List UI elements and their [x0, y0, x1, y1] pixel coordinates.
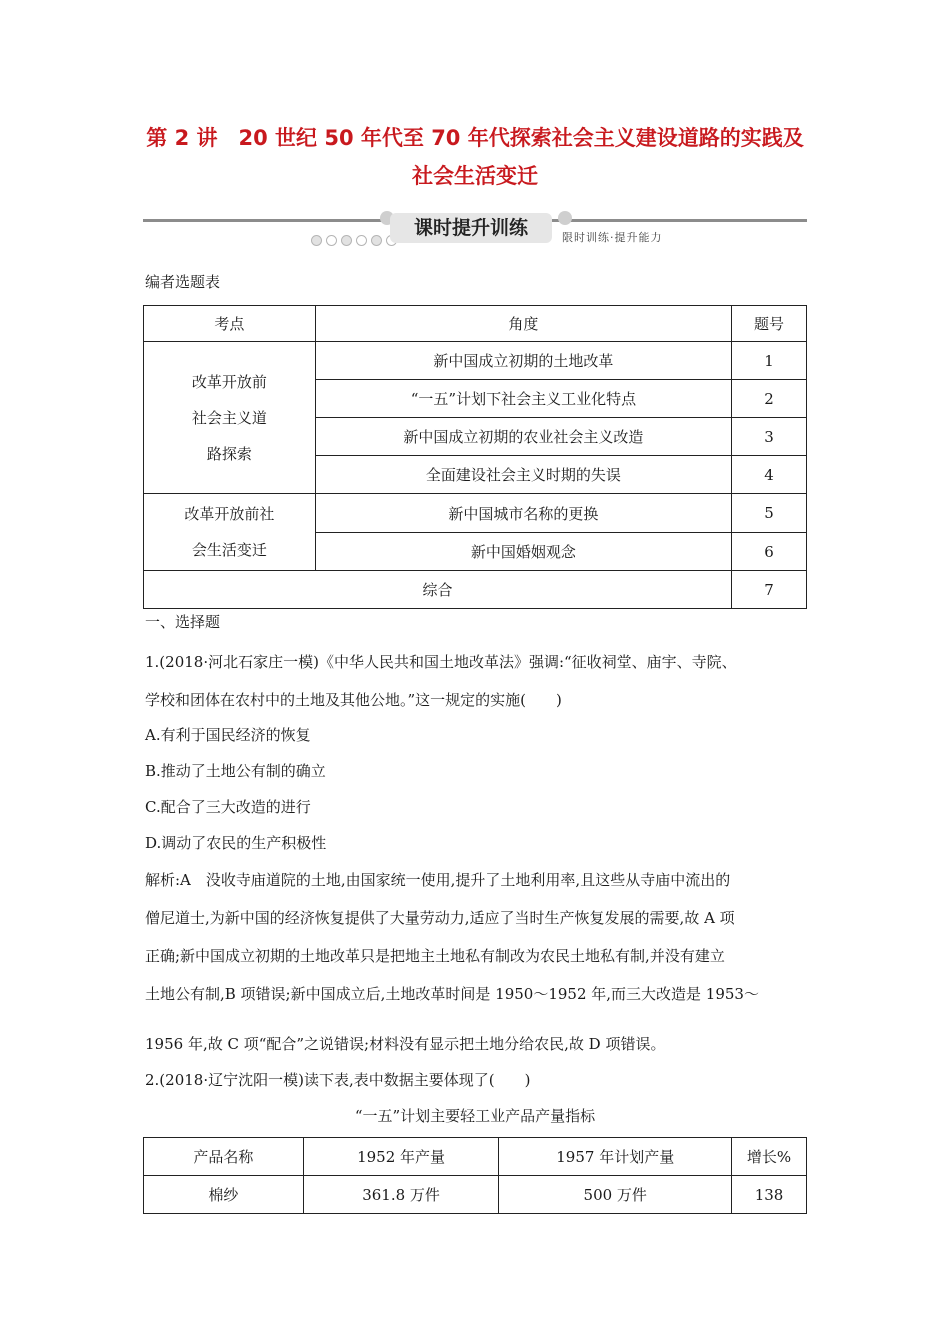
- table-header-row: [144, 306, 807, 342]
- q1-option-d: D.调动了农民的生产积极性: [145, 834, 327, 852]
- table-header-row: [144, 1138, 807, 1176]
- topic-line: 改革开放前社: [184, 505, 275, 523]
- header-cell: 考点: [144, 306, 316, 342]
- q1-option-a: A.有利于国民经济的恢复: [145, 726, 311, 744]
- topic-line: 会生活变迁: [191, 541, 267, 559]
- dot-icon: [356, 235, 367, 246]
- angle-cell: 新中国婚姻观念: [315, 533, 731, 571]
- q2-stem: 2.(2018·辽宁沈阳一模)读下表,表中数据主要体现了( ): [145, 1071, 531, 1089]
- table-cell: 棉纱: [144, 1176, 304, 1214]
- angle-cell: 全面建设社会主义时期的失误: [315, 456, 731, 494]
- topic-line: 社会主义道: [191, 408, 267, 427]
- number-cell: 6: [732, 533, 807, 571]
- q1-analysis-line-2: 僧尼道士,为新中国的经济恢复提供了大量劳动力,适应了当时生产恢复发展的需要,故 A 项: [145, 909, 735, 927]
- number-cell: 3: [732, 418, 807, 456]
- number-cell: 2: [732, 380, 807, 418]
- number-cell: 5: [732, 494, 807, 533]
- header-cell: 产品名称: [144, 1138, 304, 1176]
- topic-line: 路探索: [206, 444, 252, 463]
- q2-table-title: “一五”计划主要轻工业产品产量指标: [354, 1107, 596, 1125]
- angle-cell: 新中国成立初期的土地改革: [315, 342, 731, 380]
- table-row: [144, 1176, 807, 1214]
- topic-cell: [144, 342, 316, 494]
- dot-icon: [326, 235, 337, 246]
- header-cell: 角度: [315, 306, 731, 342]
- table-cell: 138: [732, 1176, 807, 1214]
- dot-icon: [371, 235, 382, 246]
- angle-cell: 新中国成立初期的农业社会主义改造: [315, 418, 731, 456]
- angle-cell: 新中国城市名称的更换: [315, 494, 731, 533]
- q1-stem-line-1: 1.(2018·河北石家庄一模)《中华人民共和国土地改革法》强调:“征收祠堂、庙宇、寺院、: [145, 653, 737, 671]
- q1-option-b: B.推动了土地公有制的确立: [145, 762, 326, 780]
- number-cell: 4: [732, 456, 807, 494]
- number-cell: 7: [732, 571, 807, 609]
- page-title-line-1: 第 2 讲 20 世纪 50 年代至 70 年代探索社会主义建设道路的实践及: [146, 126, 804, 150]
- page-title-line-2: 社会生活变迁: [412, 164, 538, 188]
- q1-stem-line-2: 学校和团体在农村中的土地及其他公地。”这一规定的实施( ): [145, 691, 562, 709]
- topic-line: 改革开放前: [191, 372, 267, 391]
- header-cell: 增长%: [732, 1138, 807, 1176]
- section-heading: 一、选择题: [145, 613, 221, 631]
- dot-icon: [341, 235, 352, 246]
- q1-analysis-line-3: 正确;新中国成立初期的土地改革只是把地主土地私有制改为农民土地私有制,并没有建立: [145, 947, 725, 965]
- angle-cell: “一五”计划下社会主义工业化特点: [315, 380, 731, 418]
- table-row: [144, 494, 807, 533]
- banner-dots-decoration: [311, 230, 401, 242]
- number-cell: 1: [732, 342, 807, 380]
- table-cell: 500 万件: [499, 1176, 732, 1214]
- selection-table-caption: 编者选题表: [145, 273, 221, 291]
- table-row: [144, 571, 807, 609]
- banner-label: 课时提升训练: [390, 213, 552, 243]
- header-cell: 1957 年计划产量: [499, 1138, 732, 1176]
- table-cell: 361.8 万件: [303, 1176, 499, 1214]
- q1-analysis-line-5: 1956 年,故 C 项“配合”之说错误;材料没有显示把土地分给农民,故 D 项错误。: [145, 1035, 666, 1053]
- selection-table: [143, 305, 807, 609]
- banner-subtitle: 限时训练·提升能力: [562, 231, 663, 244]
- header-cell: 1952 年产量: [303, 1138, 499, 1176]
- topic-cell: [144, 494, 316, 571]
- summary-cell: 综合: [144, 571, 732, 609]
- dot-icon: [311, 235, 322, 246]
- q1-option-c: C.配合了三大改造的进行: [145, 798, 311, 816]
- q1-analysis-line-4: 土地公有制,B 项错误;新中国成立后,土地改革时间是 1950～1952 年,而三大改造是 1953～: [145, 985, 759, 1003]
- table-row: [144, 342, 807, 380]
- header-cell: 题号: [732, 306, 807, 342]
- q1-analysis-line-1: 解析:A 没收寺庙道院的土地,由国家统一使用,提升了土地利用率,且这些从寺庙中流出的: [145, 871, 731, 889]
- q2-data-table: [143, 1137, 807, 1214]
- banner-ear-right: [558, 211, 572, 225]
